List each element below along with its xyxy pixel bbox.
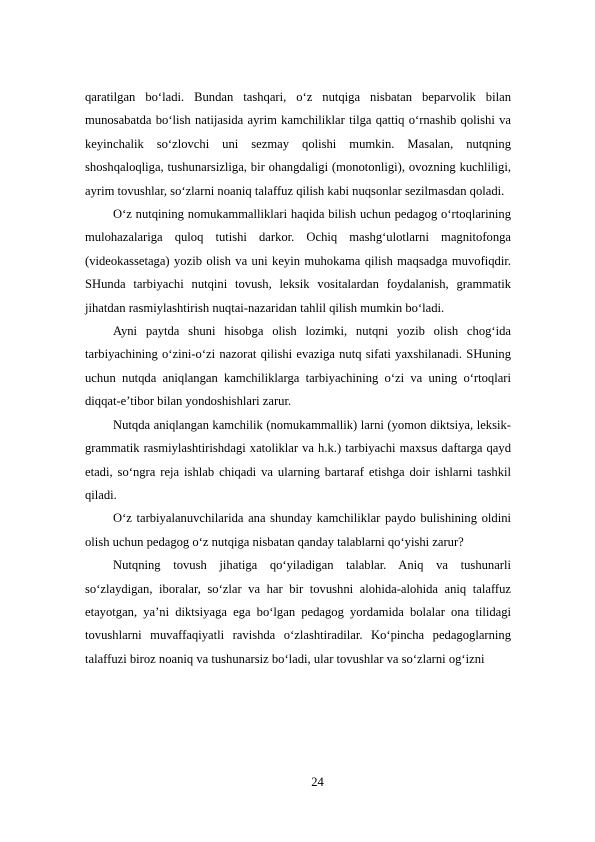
paragraph: Nutqning tovush jihatiga qo‘yiladigan talablar. Aniq va tushunarli so‘zlaydigan, iboralar, so‘zlar va har bir tovushni alohida-alohida aniq talaffuz etayotgan, ya’ni diktsiyaga ega bo‘lgan pedagog yordamida bolalar ona tilidagi tovushlarni muvaffaqiyatli ravishda o‘zlashtiradilar. Ko‘pincha pedagoglarning talaffuzi biroz noaniq va tushunarsiz bo‘ladi, ular tovushlar va so‘zlarni og‘izni <box>85 558 511 666</box>
page-body <box>85 86 511 671</box>
paragraph: Ayni paytda shuni hisobga olish lozimki, nutqni yozib olish chog‘ida tarbiyachining o‘zini-o‘zi nazorat qilishi evaziga nutq sifati yaxshilanadi. SHuning uchun nutqda aniqlangan kamchiliklarga tarbiyachining o‘zi va uning o‘rtoqlari diqqat-e’tibor bilan yondoshishlari zarur. <box>85 324 511 409</box>
paragraph: O‘z nutqining nomukammalliklari haqida bilish uchun pedagog o‘rtoqlarining mulohazalariga quloq tutishi darkor. Ochiq mashg‘ulotlarni magnitofonga (videokassetaga) yozib olish va uni keyin muhokama qilish maqsadga muvofiqdir. SHunda tarbiyachi nutqini tovush, leksik vositalardan foydalanish, grammatik jihatdan rasmiylashtirish nuqtai-nazaridan tahlil qilish mumkin bo‘ladi. <box>85 207 511 315</box>
page-number: 24 <box>311 775 324 789</box>
paragraph: O‘z tarbiyalanuvchilarida ana shunday kamchiliklar paydo bulishining oldini olish uchun pedagog o‘z nutqiga nisbatan qanday talablarni qo‘yishi zarur? <box>85 511 511 549</box>
paragraph-continuation: qaratilgan bo‘ladi. Bundan tashqari, o‘z nutqiga nisbatan beparvolik bilan munosabatda bo‘lish natijasida ayrim kamchiliklar tilga qattiq o‘rnashib qolishi va keyinchalik so‘zlovchi uni sezmay qolishi mumkin. Masalan, nutqning shoshqaloqliga, tushunarsizliga, bir ohangdaligi (monotonligi), ovozning kuchliligi, ayrim tovushlar, so‘zlarni noaniq talaffuz qilish kabi nuqsonlar sezilmasdan qoladi. <box>85 90 511 198</box>
paragraph: Nutqda aniqlangan kamchilik (nomukammallik) larni (yomon diktsiya, leksik-grammatik rasmiylashtirishdagi xatoliklar va h.k.) tarbiyachi maxsus daftarga qayd etadi, so‘ngra reja ishlab chiqadi va ularning bartaraf etishga doir ishlarni tashkil qiladi. <box>85 417 511 502</box>
